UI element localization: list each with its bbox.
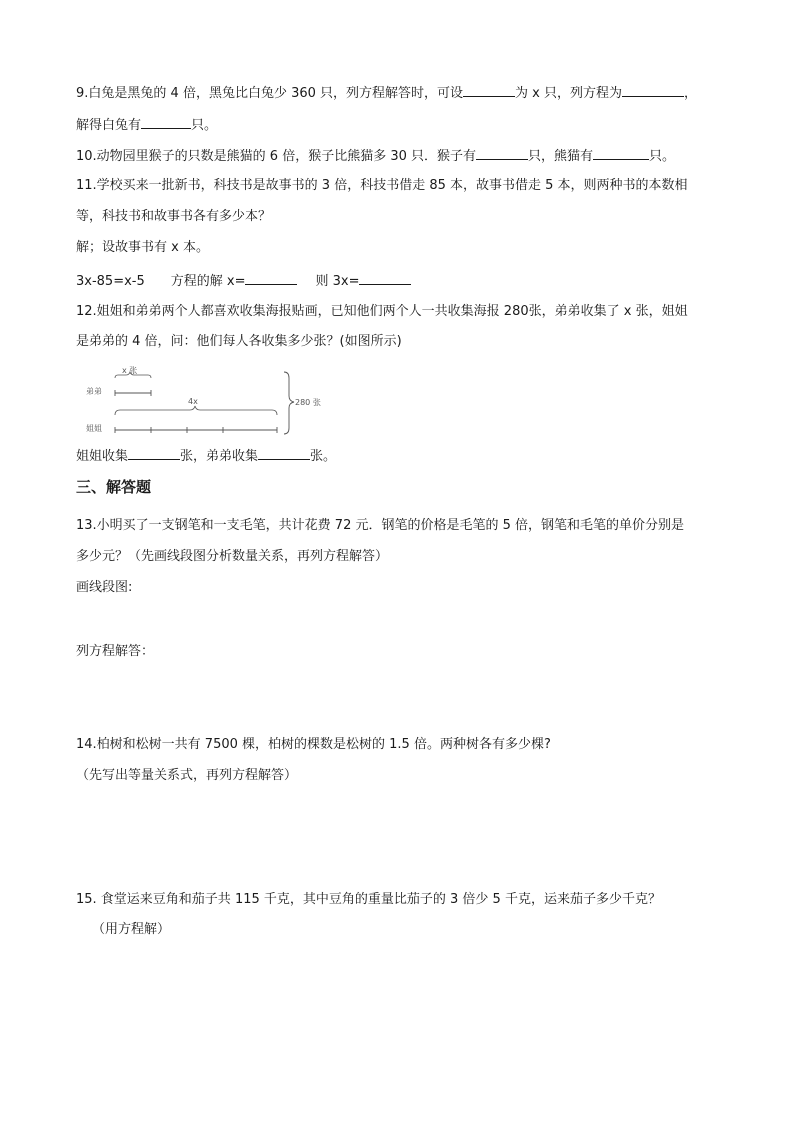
diagram-brace-4x [115, 406, 277, 415]
solution-label: 方程的解 x= [170, 274, 246, 289]
question-9-text-e: 只。 [191, 118, 218, 133]
diagram-label-4x: 4x [188, 397, 198, 406]
question-10-text-c: 只。 [649, 149, 676, 164]
diagram-brace-total [284, 372, 294, 434]
question-11-line-1: 11.学校买来一批新书，科技书是故事书的 3 倍，科技书借走 85 本，故事书借走 5 本，则两种书的本数相 [76, 178, 688, 193]
answer-text-a: 姐姐收集 [76, 449, 129, 464]
question-9-text-c: ， [684, 86, 698, 101]
question-10-text-b: 只，熊猫有 [528, 149, 594, 164]
question-11-line-2: 等，科技书和故事书各有多少本？ [76, 209, 272, 224]
draw-diagram-label: 画线段图: [76, 580, 133, 595]
answer-blank[interactable] [141, 116, 191, 129]
question-13-line-2: 多少元？（先画线段图分析数量关系，再列方程解答） [76, 549, 389, 564]
then-label: 则 3x= [315, 274, 360, 289]
question-9-line-2 [76, 116, 217, 134]
answer-blank[interactable] [463, 84, 515, 97]
section-title: 三、解答题 [76, 478, 152, 496]
answer-text-c: 张。 [310, 449, 337, 464]
question-9-text-a: 9.白兔是黑兔的 4 倍，黑兔比白兔少 360 只，列方程解答时，可设 [76, 86, 464, 101]
question-12-line-1: 12.姐姐和弟弟两个人都喜欢收集海报贴画，已知他们两个人一共收集海报 280张，弟弟收集了 x 张，姐姐 [76, 304, 688, 319]
answer-blank[interactable] [245, 272, 297, 285]
question-12-answer-line [76, 447, 336, 465]
question-10 [76, 147, 675, 165]
question-11-equation-line [76, 272, 411, 290]
answer-blank[interactable] [128, 447, 180, 460]
question-15-line-2: （用方程解） [92, 922, 171, 937]
question-10-text-a: 10.动物园里猴子的只数是熊猫的 6 倍，猴子比熊猫多 30 只．猴子有 [76, 149, 477, 164]
equation-text: 3x-85=x-5 [76, 274, 145, 289]
question-9-text-b: 为 x 只，列方程为 [515, 86, 622, 101]
diagram-label-total: 280 张 [295, 398, 321, 407]
question-9-text-d: 解得白兔有 [76, 118, 142, 133]
answer-text-b: 张，弟弟收集 [180, 449, 259, 464]
question-12-line-2: 是弟弟的 4 倍，问：他们每人各收集多少张？(如图所示) [76, 334, 402, 349]
question-14-line-1: 14.柏树和松树一共有 7500 棵，柏树的棵数是松树的 1.5 倍。两种树各有多少棵? [76, 737, 551, 752]
question-14-line-2: （先写出等量关系式，再列方程解答） [76, 768, 298, 783]
answer-blank[interactable] [593, 147, 649, 160]
question-11-line-3: 解；设故事书有 x 本。 [76, 240, 209, 255]
question-9-line-1 [76, 84, 697, 102]
line-segment-diagram [84, 364, 344, 438]
answer-blank[interactable] [622, 84, 684, 97]
question-15-line-1: 15. 食堂运来豆角和茄子共 115 千克，其中豆角的重量比茄子的 3 倍少 5 千克，运来茄子多少千克？ [76, 892, 661, 907]
answer-blank[interactable] [359, 272, 411, 285]
solve-equation-label: 列方程解答： [76, 644, 155, 659]
diagram-label-brother: 弟弟 [86, 387, 102, 396]
diagram-label-sister: 姐姐 [86, 424, 102, 433]
question-13-line-1: 13.小明买了一支钢笔和一支毛笔，共计花费 72 元．钢笔的价格是毛笔的 5 倍，钢笔和毛笔的单价分别是 [76, 518, 685, 533]
answer-blank[interactable] [476, 147, 528, 160]
answer-blank[interactable] [258, 447, 310, 460]
diagram-label-x: x 张 [122, 366, 138, 375]
